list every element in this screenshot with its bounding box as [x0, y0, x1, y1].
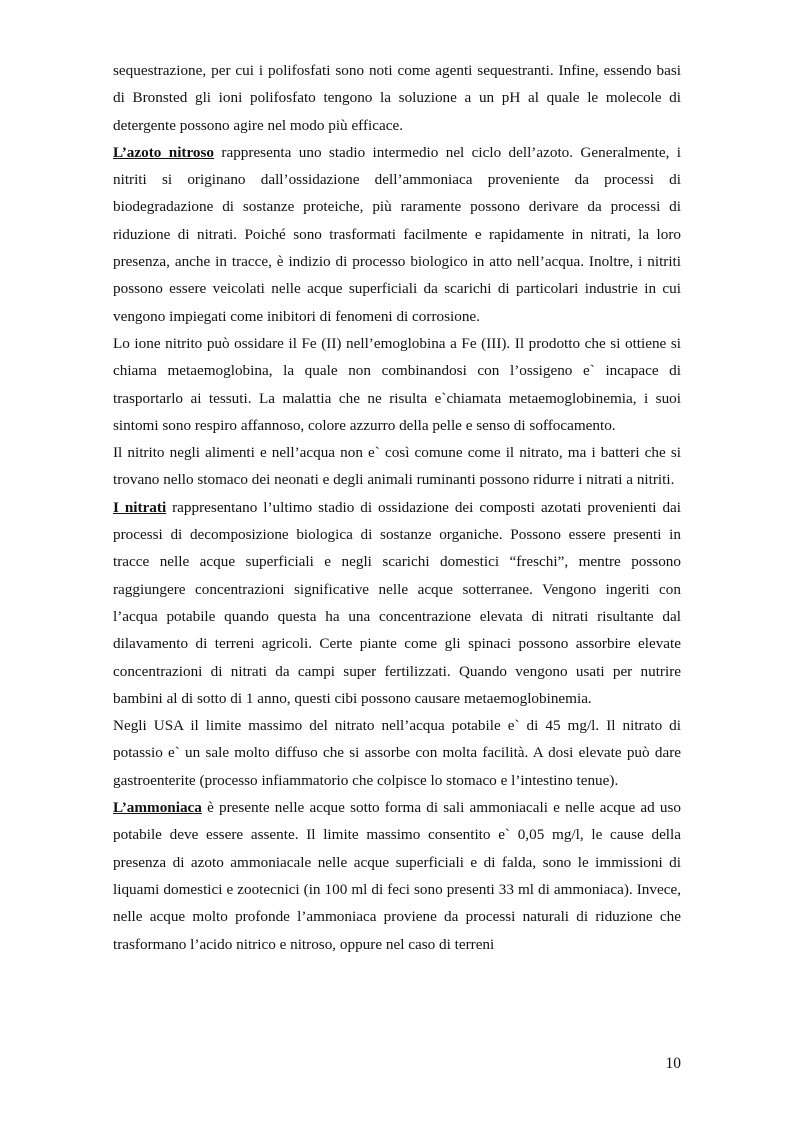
paragraph-4-text: Il nitrito negli alimenti e nell’acqua non e` così comune come il nitrato, ma i batteri che si trovano nello stomaco dei neonati e degli animali ruminanti possono ridurre i nitrati a nitriti. [113, 444, 681, 489]
paragraph-2-text: rappresenta uno stadio intermedio nel ciclo dell’azoto. Generalmente, i nitriti si originano dall’ossidazione dell’ammoniaca proveniente da processi di biodegradazione di sostanze proteiche, più raramente possono derivare da processi di riduzione di nitrati. Poiché sono trasformati facilmente e rapidamente in nitrati, la loro presenza, anche in tracce, è indizio di processo biologico in atto nell’acqua. Inoltre, i nitriti possono essere veicolati nelle acque superficiali da scarichi di particolari industrie in cui vengono impiegati come inibitori di fenomeni di corrosione. [113, 143, 681, 325]
paragraph-1 [113, 57, 681, 139]
paragraph-3-text: Lo ione nitrito può ossidare il Fe (II) nell’emoglobina a Fe (III). Il prodotto che si ottiene si chiama metaemoglobina, la quale non combinandosi con l’ossigeno e` incapace di trasportarlo ai tessuti. La malattia che ne risulta e`chiamata metaemoglobinemia, i suoi sintomi sono respiro affannoso, colore azzurro della pelle e senso di soffocamento. [113, 334, 681, 434]
term-azoto-nitroso: L’azoto nitroso [113, 143, 215, 161]
paragraph-6-text: Negli USA il limite massimo del nitrato nell’acqua potabile e` di 45 mg/l. Il nitrato di potassio e` un sale molto diffuso che si assorbe con molta facilità. A dosi elevate può dare gastroenterite (processo infiammatorio che colpisce lo stomaco e l’intestino tenue). [113, 717, 681, 789]
term-ammoniaca: L’ammoniaca [113, 799, 202, 817]
paragraph-2 [113, 139, 681, 330]
paragraph-1-text: sequestrazione, per cui i polifosfati sono noti come agenti sequestranti. Infine, essendo basi di Bronsted gli ioni polifosfato tengono la soluzione a un pH al quale le molecole di detergente possono agire nel modo più efficace. [113, 62, 681, 134]
paragraph-7-text: è presente nelle acque sotto forma di sali ammoniacali e nelle acque ad uso potabile deve essere assente. Il limite massimo consentito e` 0,05 mg/l, le cause della presenza di azoto ammoniacale nelle acque superficiali e di falda, sono le immissioni di liquami domestici e zootecnici (in 100 ml di feci sono presenti 33 ml di ammoniaca). Invece, nelle acque molto profonde l’ammoniaca proviene da processi naturali di riduzione che trasformano l’acido nitrico e nitroso, oppure nel caso di terreni [113, 799, 681, 953]
paragraph-6 [113, 712, 681, 794]
paragraph-5-text: rappresentano l’ultimo stadio di ossidazione dei composti azotati provenienti dai processi di decomposizione biologica di sostanze organiche. Possono essere presenti in tracce nelle acque superficiali e negli scarichi domestici “freschi”, mentre possono raggiungere concentrazioni significative nelle acque sotterranee. Vengono ingeriti con l’acqua potabile quando questa ha una concentrazione elevata di nitrati risultante dal dilavamento di terreni agricoli. Certe piante come gli spinaci possono assorbire elevate concentrazioni di nitrati da campi super fertilizzati. Quando vengono usati per nutrire bambini al di sotto di 1 anno, questi cibi possono causare metaemoglobinemia. [113, 498, 682, 707]
term-nitrati: I nitrati [113, 498, 167, 516]
page-number: 10 [665, 1055, 681, 1072]
paragraph-3 [113, 330, 681, 439]
paragraph-7 [113, 794, 681, 958]
body-text [113, 57, 681, 958]
paragraph-4 [113, 439, 681, 494]
paragraph-5 [113, 494, 681, 712]
